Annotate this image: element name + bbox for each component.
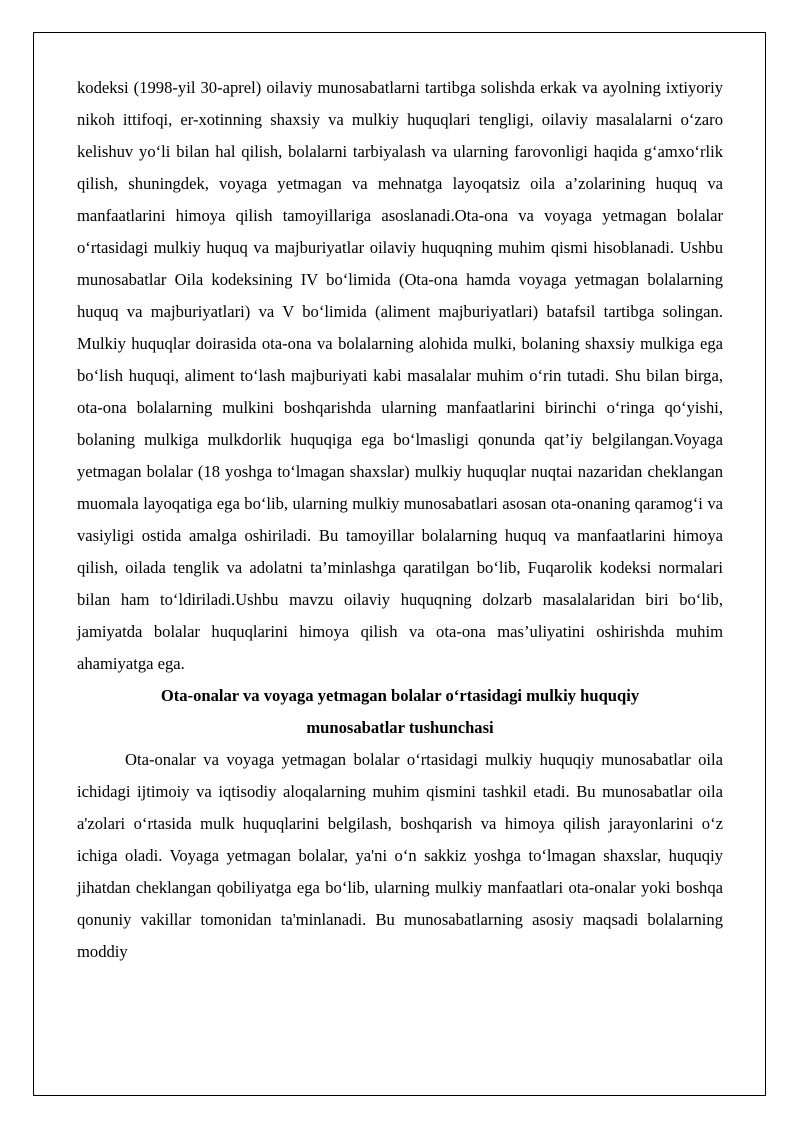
document-body — [77, 72, 723, 968]
body-paragraph-1: kodeksi (1998-yil 30-aprel) oilaviy munosabatlarni tartibga solishda erkak va ayolning ixtiyoriy nikoh ittifoqi, er-xotinning shaxsiy va mulkiy huquqlari tengligi, oilaviy masalalarni o‘zaro kelishuv yo‘li bilan hal qilish, bolalarni tarbiyalash va ularning farovonligi haqida g‘amxo‘rlik qilish, shuningdek, voyaga yetmagan va mehnatga layoqatsiz oila a’zolarining huquq va manfaatlarini himoya qilish tamoyillariga asoslanadi.Ota-ona va voyaga yetmagan bolalar o‘rtasidagi mulkiy huquq va majburiyatlar oilaviy huquqning muhim qismi hisoblanadi. Ushbu munosabatlar Oila kodeksining IV bo‘limida (Ota-ona hamda voyaga yetmagan bolalarning huquq va majburiyatlari) va V bo‘limida (aliment majburiyatlari) batafsil tartibga solingan. Mulkiy huquqlar doirasida ota-ona va bolalarning alohida mulki, bolaning shaxsiy mulkiga ega bo‘lish huquqi, aliment to‘lash majburiyati kabi masalalar muhim o‘rin tutadi. Shu bilan birga, ota-ona bolalarning mulkini boshqarishda ularning manfaatlarini birinchi o‘ringa qo‘yishi, bolaning mulkiga mulkdorlik huquqiga ega bo‘lmasligi qonunda qat’iy belgilangan.Voyaga yetmagan bolalar (18 yoshga to‘lmagan shaxslar) mulkiy huquqlar nuqtai nazaridan cheklangan muomala layoqatiga ega bo‘lib, ularning mulkiy munosabatlari asosan ota-onaning qaramog‘i va vasiyligi ostida amalga oshiriladi. Bu tamoyillar bolalarning huquq va manfaatlarini himoya qilish, oilada tenglik va adolatni ta’minlashga qaratilgan bo‘lib, Fuqarolik kodeksi normalari bilan ham to‘ldiriladi.Ushbu mavzu oilaviy huquqning dolzarb masalalaridan biri bo‘lib, jamiyatda bolalar huquqlarini himoya qilish va ota-ona mas’uliyatini oshirishda muhim ahamiyatga ega. — [77, 78, 723, 673]
body-paragraph-2: Ota-onalar va voyaga yetmagan bolalar o‘rtasidagi mulkiy huquqiy munosabatlar oila ichidagi ijtimoiy va iqtisodiy aloqalarning muhim qismini tashkil etadi. Bu munosabatlar oila a'zolari o‘rtasida mulk huquqlarini belgilash, boshqarish va himoya qilish jarayonlarini o‘z ichiga oladi. Voyaga yetmagan bolalar, ya'ni o‘n sakkiz yoshga to‘lmagan shaxslar, huquqiy jihatdan cheklangan qobiliyatga ega bo‘lib, ularning mulkiy manfaatlari ota-onalar yoki boshqa qonuniy vakillar tomonidan ta'minlanadi. Bu munosabatlarning asosiy maqsadi bolalarning moddiy — [77, 750, 723, 961]
section-heading-line-2: munosabatlar tushunchasi — [306, 718, 494, 737]
section-heading-line-1: Ota-onalar va voyaga yetmagan bolalar o‘rtasidagi mulkiy huquqiy — [160, 686, 640, 705]
section-heading — [77, 680, 723, 744]
